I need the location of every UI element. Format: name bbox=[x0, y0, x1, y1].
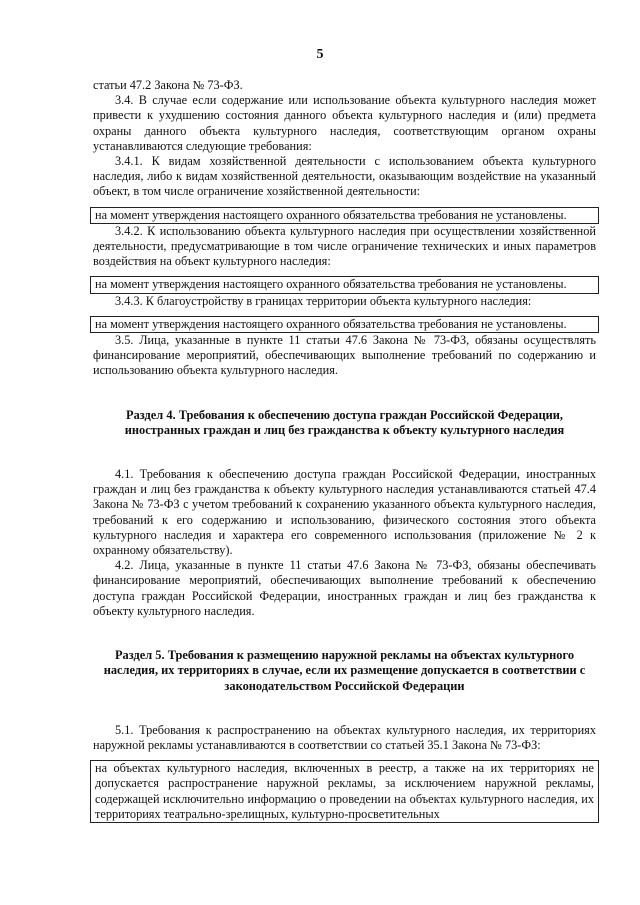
paragraph-3-4-2: 3.4.2. К использованию объекта культурного наследия при осуществлении хозяйственной деятельности, предусматривающие в том числе ограничение технических и иных параметров воздействия на объект культурного наследия: bbox=[93, 223, 596, 269]
document-body bbox=[93, 78, 596, 823]
page-number: 5 bbox=[316, 47, 324, 62]
paragraph-3-4: 3.4. В случае если содержание или использование объекта культурного наследия может привести к ухудшению состояния данного объекта культурного наследия и (или) предмета охраны данного объекта культурного наследия, соответствующим органом охраны устанавливаются следующие требования: bbox=[93, 93, 596, 153]
section-4-heading: Раздел 4. Требования к обеспечению доступа граждан Российской Федерации, иностранных граждан и лиц без гражданства к объекту культурного наследия bbox=[124, 407, 565, 437]
paragraph-3-4-3: 3.4.3. К благоустройству в границах территории объекта культурного наследия: bbox=[115, 293, 532, 308]
paragraph-4-2: 4.2. Лица, указанные в пункте 11 статьи 47.6 Закона № 73-ФЗ, обязаны обеспечивать финансирование мероприятий, обеспечивающих выполнение требований к обеспечению доступа граждан Российской Федерации, иностранных граждан и лиц без гражданства к объекту культурного наследия. bbox=[93, 558, 596, 618]
requirements-box-3: на момент утверждения настоящего охранного обязательства требования не установлены. bbox=[90, 316, 599, 333]
paragraph-3-4-1: 3.4.1. К видам хозяйственной деятельности с использованием объекта культурного наследия, либо к видам хозяйственной деятельности, оказывающим воздействие на указанный объект, в том числе ограничение хозяйственной деятельности: bbox=[93, 154, 596, 199]
requirements-box-4: на объектах культурного наследия, включенных в реестр, а также на их территориях не допускается распространение наружной рекламы, за исключением наружной рекламы, содержащей исключительно информацию о проведении на объектах культурного наследия, их территориях театрально-зрелищных, культурно-просветительных bbox=[90, 760, 599, 823]
requirements-box-1: на момент утверждения настоящего охранного обязательства требования не установлены. bbox=[90, 207, 599, 224]
section-5-heading: Раздел 5. Требования к размещению наружной рекламы на объектах культурного наследия, их территориях в случае, если их размещение допускается в соответствии с законодательством Российской Федерации bbox=[103, 648, 586, 693]
paragraph-4-1: 4.1. Требования к обеспечению доступа граждан Российской Федерации, иностранных граждан и лиц без гражданства к объекту культурного наследия устанавливаются статьей 47.4 Закона № 73-ФЗ с учетом требований к сохранению указанного объекта культурного наследия, требований к его содержанию и использованию, физического состояния этого объекта культурного наследия и характера его современного использования (приложение № 2 к охранному обязательству). bbox=[93, 467, 596, 558]
paragraph-continuation: статьи 47.2 Закона № 73-ФЗ. bbox=[93, 78, 243, 92]
paragraph-5-1: 5.1. Требования к распространению на объектах культурного наследия, их территориях наружной рекламы устанавливаются в соответствии со статьей 35.1 Закона № 73-ФЗ: bbox=[93, 722, 596, 752]
paragraph-3-5: 3.5. Лица, указанные в пункте 11 статьи 47.6 Закона № 73-ФЗ, обязаны осуществлять финансирование мероприятий, обеспечивающих выполнение требований по содержанию и использованию объекта культурного наследия. bbox=[93, 333, 596, 378]
requirements-box-2: на момент утверждения настоящего охранного обязательства требования не установлены. bbox=[90, 276, 599, 293]
